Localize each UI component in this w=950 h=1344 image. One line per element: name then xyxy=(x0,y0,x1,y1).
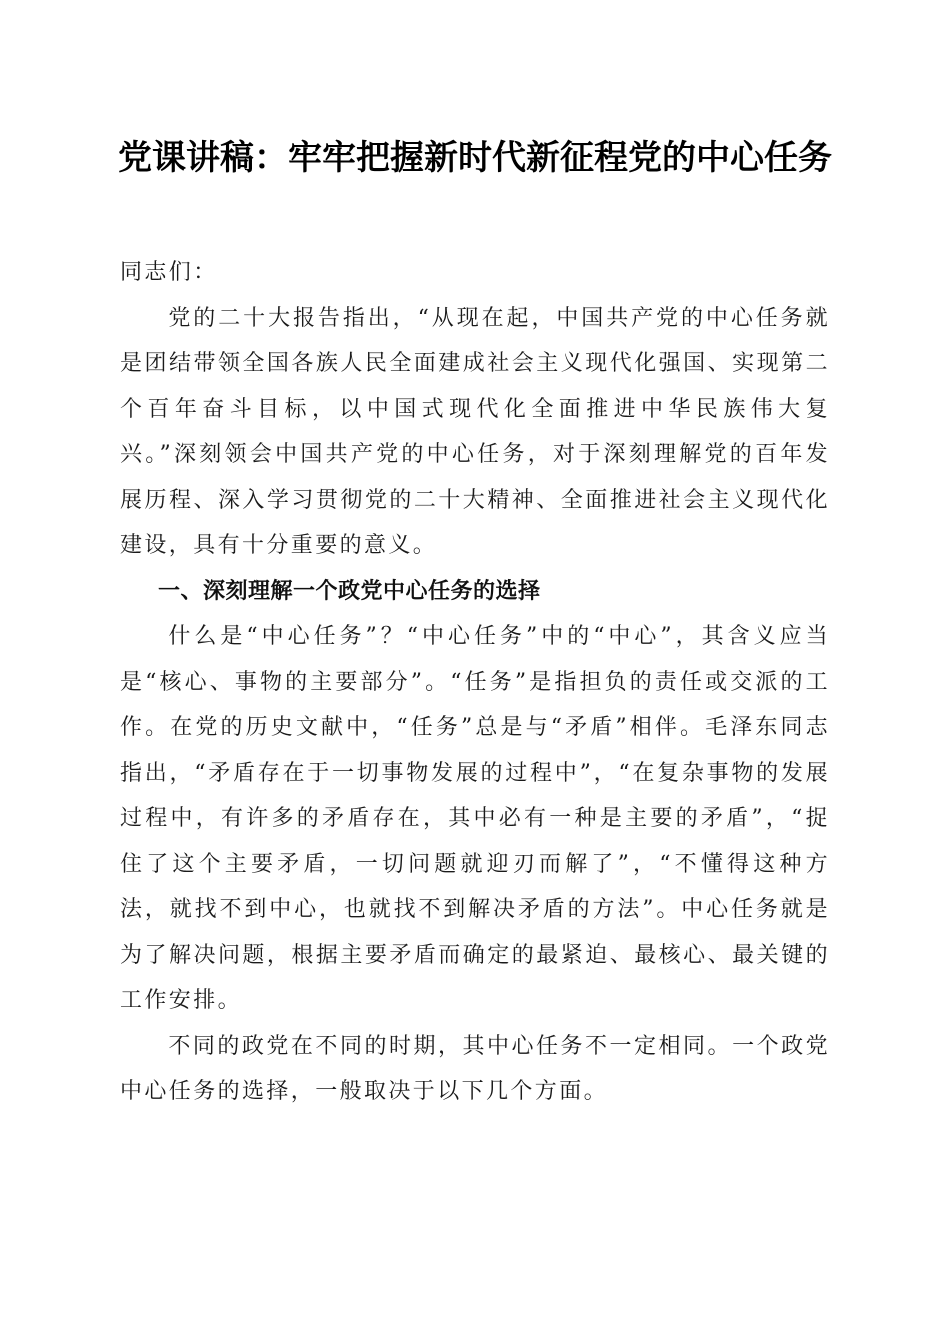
section-paragraph: 不同的政党在不同的时期，其中心任务不一定相同。一个政党中心任务的选择，一般取决于以下几个方面。 xyxy=(120,1033,830,1104)
document-body xyxy=(120,250,830,1115)
salutation: 同志们： xyxy=(120,260,218,285)
section-paragraph: 什么是“中心任务”？“中心任务”中的“中心”，其含义应当是“核心、事物的主要部分”。“任务”是指担负的责任或交派的工作。在党的历史文献中，“任务”总是与“矛盾”相伴。毛泽东同志指出，“矛盾存在于一切事物发展的过程中”，“在复杂事物的发展过程中，有许多的矛盾存在，其中必有一种是主要的矛盾”，“捉住了这个主要矛盾，一切问题就迎刃而解了”，“不懂得这种方法，就找不到中心，也就找不到解决矛盾的方法”。中心任务就是为了解决问题，根据主要矛盾而确定的最紧迫、最核心、最关键的工作安排。 xyxy=(120,624,830,1013)
intro-paragraph: 党的二十大报告指出，“从现在起，中国共产党的中心任务就是团结带领全国各族人民全面建成社会主义现代化强国、实现第二个百年奋斗目标，以中国式现代化全面推进中华民族伟大复兴。”深刻领会中国共产党的中心任务，对于深刻理解党的百年发展历程、深入学习贯彻党的二十大精神、全面推进社会主义现代化建设，具有十分重要的意义。 xyxy=(120,305,830,558)
section-heading: 一、深刻理解一个政党中心任务的选择 xyxy=(158,578,541,604)
document-title: 党课讲稿：牢牢把握新时代新征程党的中心任务 xyxy=(118,138,832,178)
